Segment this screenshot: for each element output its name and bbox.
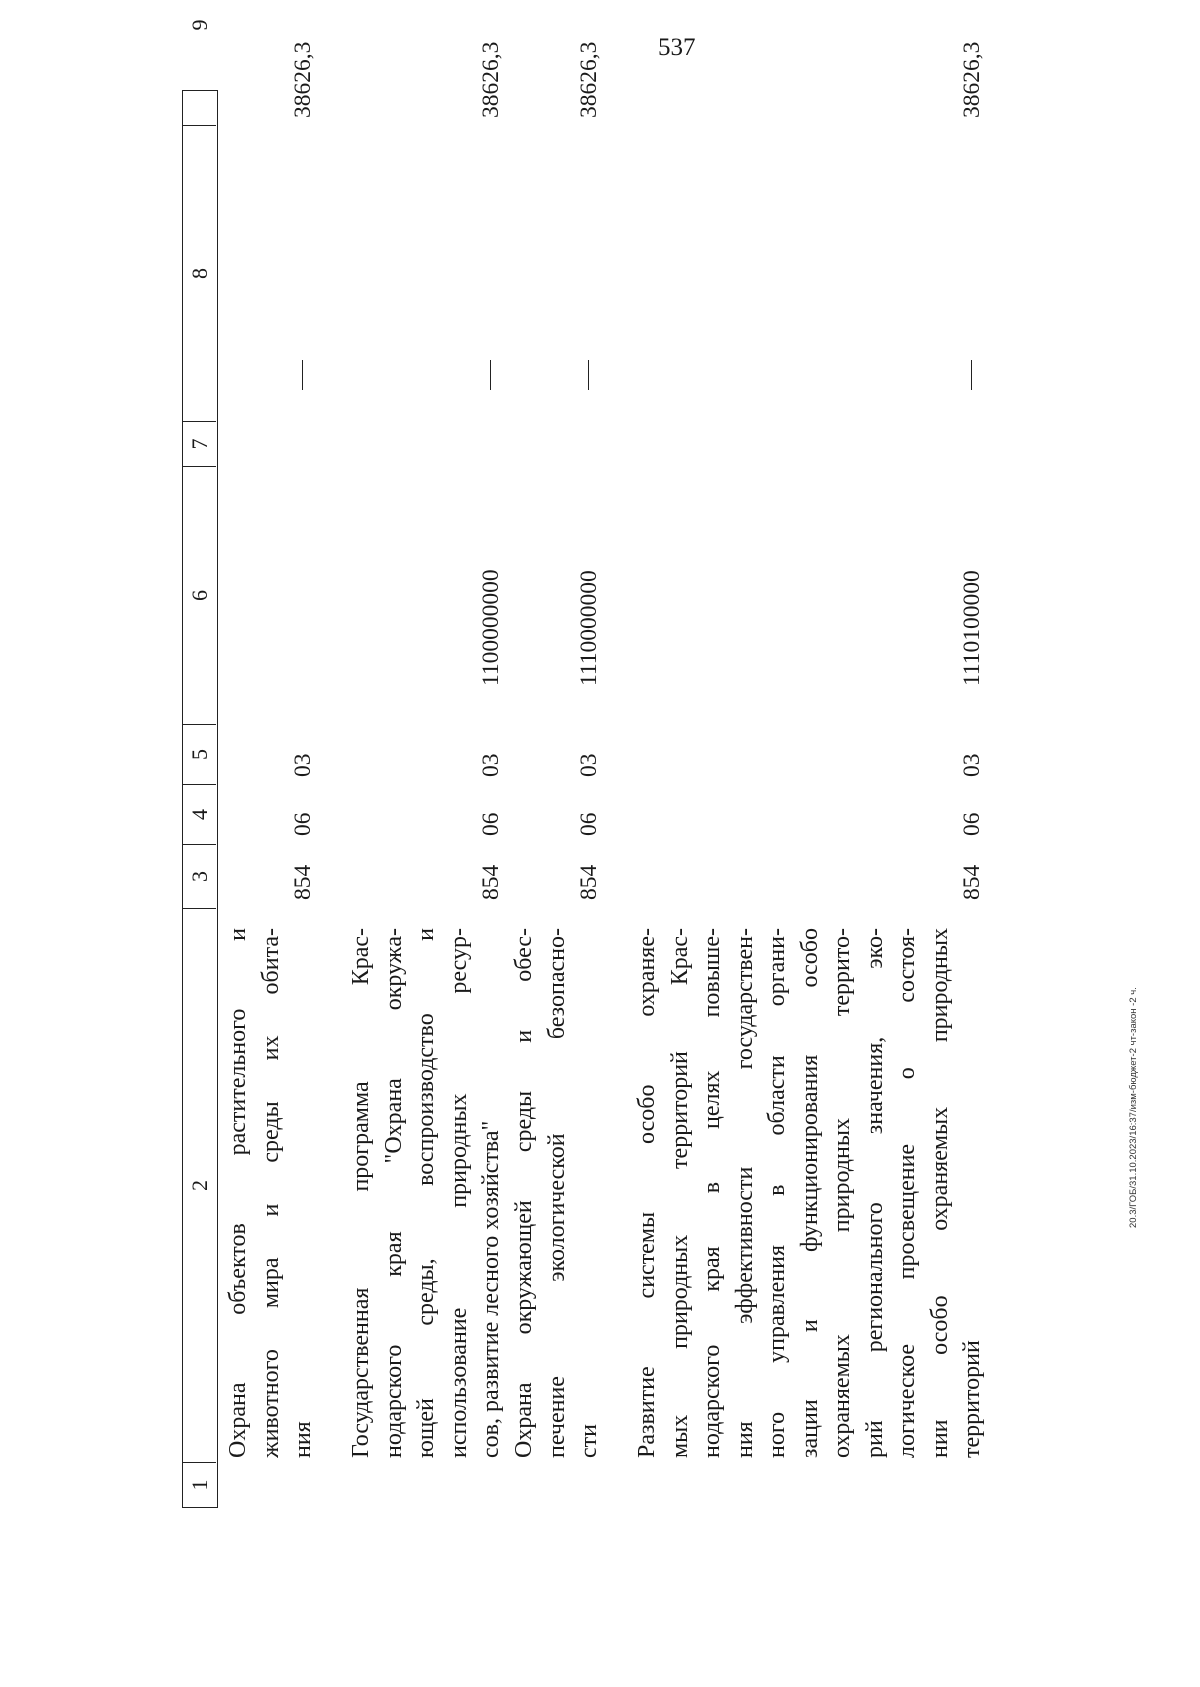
row-name-line: Охрана объектов растительного и bbox=[225, 928, 251, 1458]
row-name-3 bbox=[508, 928, 606, 1458]
row-name-line: животного мира и среды их обита- bbox=[257, 928, 284, 1458]
cell-column-3: 854 bbox=[478, 864, 504, 900]
row-name-line: рий регионального значения, эко- bbox=[861, 928, 888, 1458]
row-name-line: Развитие системы особо охраняе- bbox=[634, 928, 660, 1458]
cell-column-3: 854 bbox=[290, 864, 316, 900]
column-header-3: 3 bbox=[183, 845, 216, 909]
row-name-line: нодарского края в целях повыше- bbox=[699, 928, 725, 1458]
row-name-2 bbox=[345, 928, 508, 1458]
cell-column-5: 03 bbox=[478, 753, 504, 777]
cell-column-9: 38626,3 bbox=[959, 41, 985, 118]
dash-column-8 bbox=[302, 360, 303, 390]
row-name-1 bbox=[222, 928, 320, 1458]
cell-column-6: 1110000000 bbox=[576, 570, 602, 686]
cell-column-4: 06 bbox=[959, 812, 985, 836]
column-header-9: 9 bbox=[183, 0, 216, 126]
row-name-line: нии особо охраняемых природных bbox=[926, 928, 953, 1458]
cell-column-6: 1100000000 bbox=[478, 569, 504, 686]
row-name-line: Охрана окружающей среды и обес- bbox=[511, 928, 537, 1458]
table-header-row bbox=[182, 19, 218, 1508]
row-name-line: использование природных ресур- bbox=[445, 928, 472, 1458]
row-name-line: территорий bbox=[959, 1340, 985, 1458]
dash-column-8 bbox=[971, 360, 972, 390]
cell-column-3: 854 bbox=[576, 864, 602, 900]
column-header-8: 8 bbox=[183, 126, 216, 422]
row-name-line: логическое просвещение о состоя- bbox=[894, 928, 920, 1458]
row-name-line: охраняемых природных террито- bbox=[829, 928, 855, 1458]
row-name-line: нодарского края "Охрана окружа- bbox=[380, 928, 407, 1458]
column-header-4: 4 bbox=[183, 785, 216, 845]
row-name-line: сов, развитие лесного хозяйства" bbox=[478, 1120, 504, 1458]
row-name-line: ющей среды, воспроизводство и bbox=[413, 928, 439, 1458]
column-header-5: 5 bbox=[183, 725, 216, 785]
cell-column-4: 06 bbox=[290, 812, 316, 836]
row-name-line: ного управления в области органи- bbox=[764, 928, 790, 1458]
row-name-line: ния bbox=[290, 1421, 316, 1458]
column-header-1: 1 bbox=[187, 1479, 212, 1491]
cell-column-5: 03 bbox=[290, 753, 316, 777]
cell-column-5: 03 bbox=[576, 753, 602, 777]
cell-column-9: 38626,3 bbox=[576, 41, 602, 118]
cell-column-5: 03 bbox=[959, 753, 985, 777]
row-name-line: ния эффективности государствен- bbox=[731, 928, 758, 1458]
column-header-7: 7 bbox=[183, 422, 216, 467]
cell-column-3: 854 bbox=[959, 864, 985, 900]
cell-column-9: 38626,3 bbox=[478, 41, 504, 118]
row-name-line: печение экологической безопасно- bbox=[543, 928, 570, 1458]
footer-code: 20.3/ГОБ/31.10.2023/16:37/изм-бюджет-2 чт-закон -2 ч. bbox=[1128, 987, 1139, 1228]
dash-column-8 bbox=[490, 360, 491, 390]
dash-column-8 bbox=[588, 360, 589, 390]
page-number: 537 bbox=[658, 34, 696, 61]
row-name-4 bbox=[631, 928, 989, 1458]
column-header-6: 6 bbox=[183, 467, 216, 725]
column-header-2: 2 bbox=[183, 909, 216, 1463]
cell-column-4: 06 bbox=[478, 812, 504, 836]
row-name-line: мых природных территорий Крас- bbox=[666, 928, 693, 1458]
cell-column-4: 06 bbox=[576, 812, 602, 836]
cell-column-6: 1110100000 bbox=[959, 570, 985, 686]
row-name-line: Государственная программа Крас- bbox=[348, 928, 374, 1458]
row-name-line: зации и функционирования особо bbox=[796, 928, 823, 1458]
row-name-line: сти bbox=[576, 1424, 602, 1458]
cell-column-9: 38626,3 bbox=[290, 41, 316, 118]
